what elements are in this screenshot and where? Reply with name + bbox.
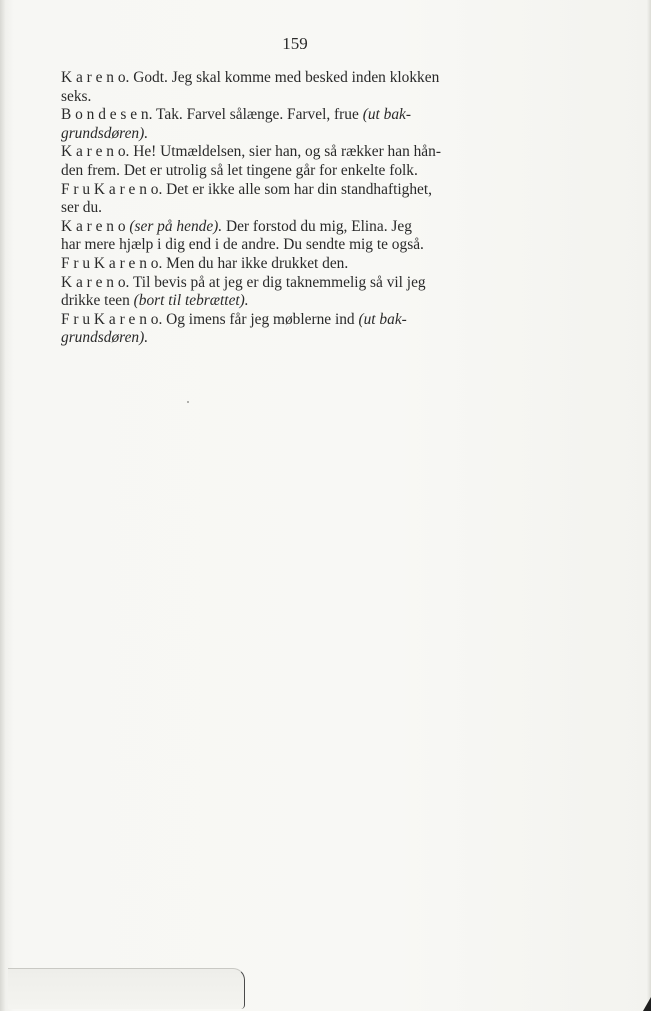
text-line: [61, 292, 547, 311]
text-line: [61, 311, 547, 330]
text-line: K a r e n o. Godt. Jeg skal komme med besked inden klokken: [61, 69, 440, 86]
dialogue-text: [61, 69, 547, 348]
text-line: den frem. Det er utrolig så let tingene går for enkelte folk.: [61, 161, 418, 179]
text-line: har mere hjælp i dig end i de andre. Du sendte mig te også.: [61, 236, 424, 254]
stage-direction: grundsdøren).: [61, 124, 149, 142]
text-line: seks.: [61, 87, 92, 105]
stage-direction: (ut bak-: [362, 106, 411, 124]
line-text: K a r e n o: [61, 217, 130, 235]
dialogue-paragraph: [61, 311, 547, 348]
paper-speck: [187, 401, 189, 403]
page-number: 159: [282, 34, 308, 53]
line-text: B o n d e s e n. Tak. Farvel sålænge. Farvel, frue: [61, 106, 363, 124]
dialogue-paragraph: [61, 218, 547, 255]
text-line: F r u K a r e n o. Det er ikke alle som har din standhaftighet,: [61, 180, 432, 198]
page-right-edge: [647, 0, 651, 1011]
text-line: F r u K a r e n o. Men du har ikke drukket den.: [61, 254, 349, 272]
stage-direction: (bort til tebrættet).: [133, 292, 249, 310]
stage-direction: (ut bak-: [358, 310, 407, 328]
text-line: ser du.: [61, 199, 103, 217]
page-binding-edge: [0, 0, 6, 1011]
text-line: [61, 106, 547, 125]
dialogue-paragraph: [61, 181, 547, 218]
line-text: Der forstod du mig, Elina. Jeg: [222, 217, 412, 235]
dialogue-paragraph: [61, 274, 547, 311]
line-text: drikke teen: [61, 292, 134, 310]
dialogue-paragraph: [61, 143, 547, 180]
text-line: K a r e n o. He! Utmældelsen, sier han, og så rækker han hån-: [61, 143, 441, 161]
text-line: K a r e n o. Til bevis på at jeg er dig taknemmelig så vil jeg: [61, 273, 426, 291]
stage-direction: grundsdøren).: [61, 329, 149, 347]
line-text: F r u K a r e n o. Og imens får jeg møblerne ind: [61, 310, 359, 328]
page-corner-tab: [8, 968, 245, 1009]
dialogue-paragraph: [61, 106, 547, 143]
stage-direction: (ser på hende).: [129, 217, 223, 235]
dialogue-paragraph: [61, 69, 547, 106]
text-line: [61, 218, 547, 237]
dialogue-paragraph: [61, 255, 547, 274]
